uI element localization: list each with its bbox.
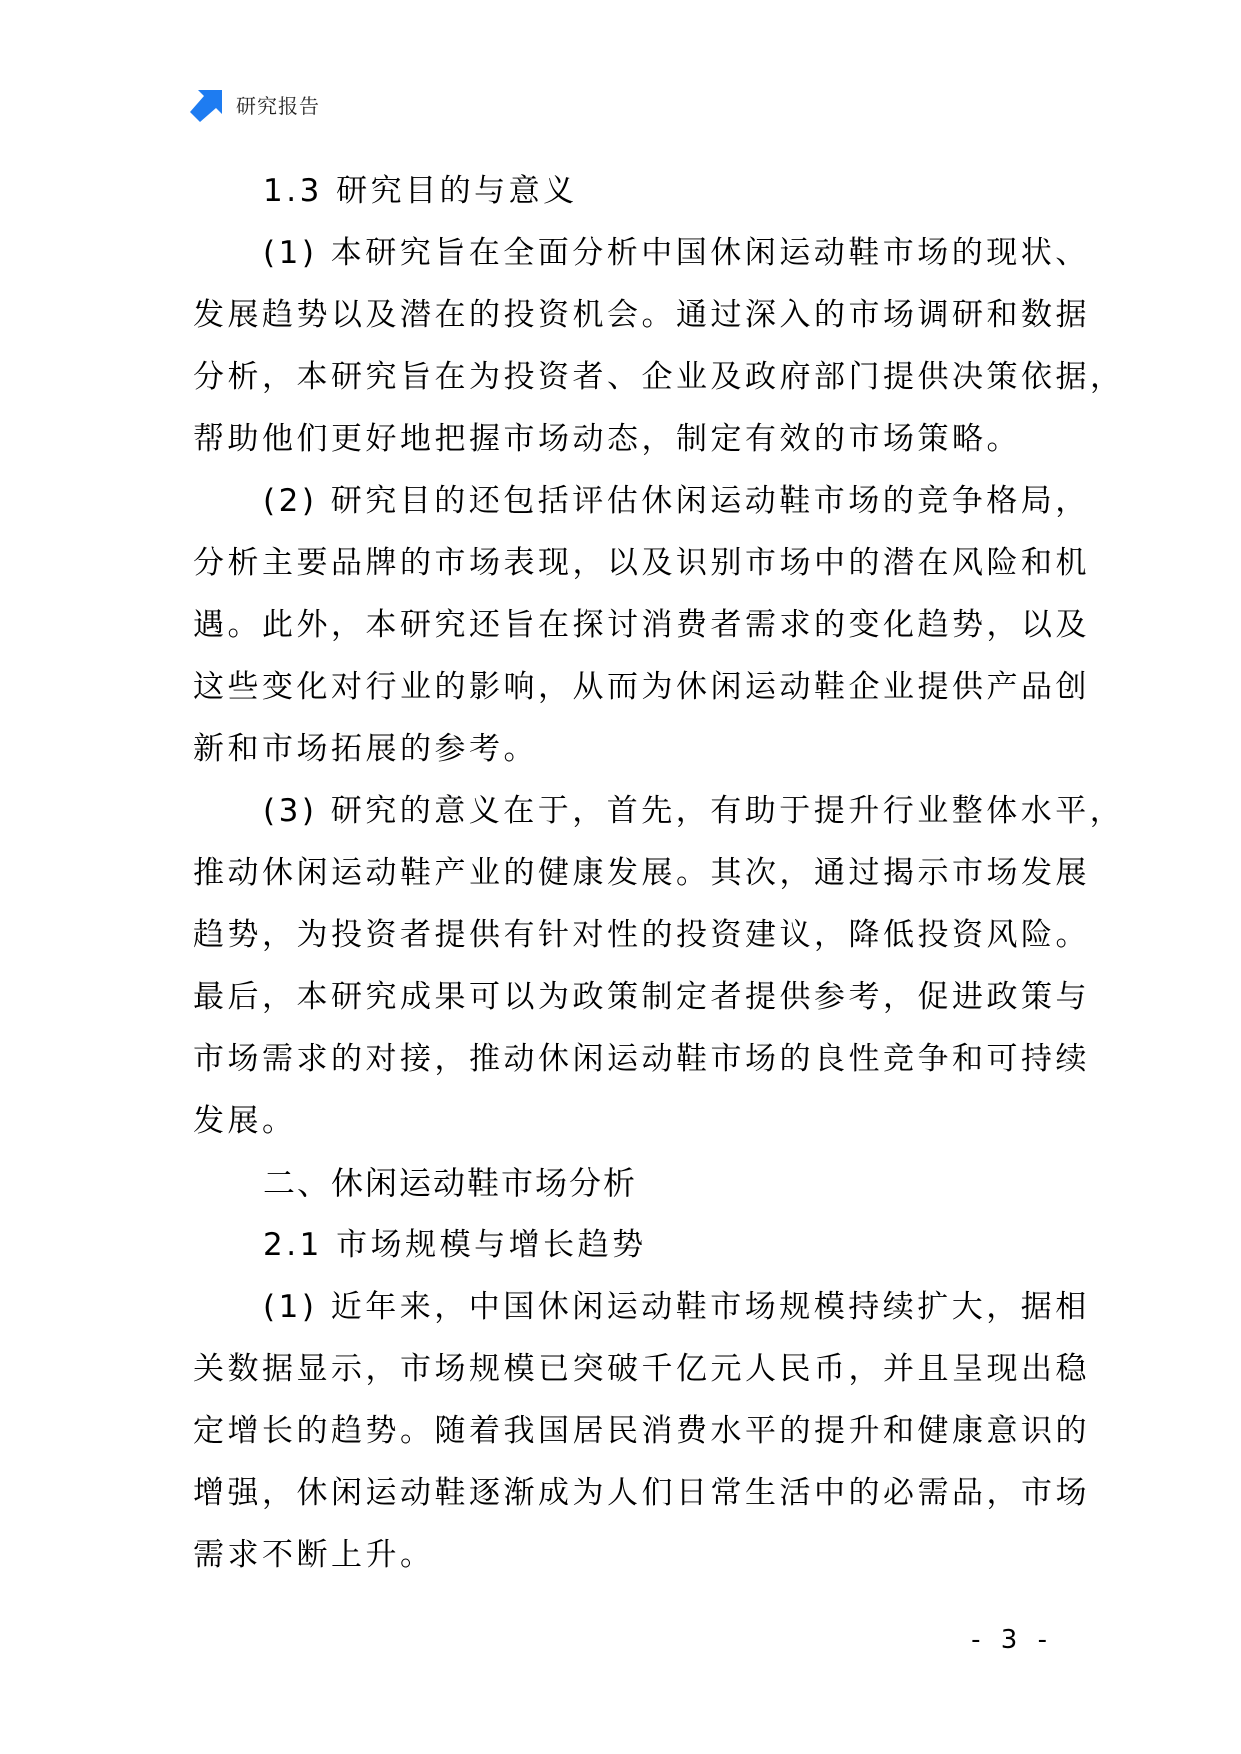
paragraph-line: 发展。 — [193, 1103, 297, 1139]
paragraph-line: 关数据显示，市场规模已突破千亿元人民币，并且呈现出稳 — [193, 1351, 1090, 1387]
header-label: 研究报告 — [236, 93, 320, 118]
document-body — [193, 160, 1125, 1586]
paragraph-line: 市场需求的对接，推动休闲运动鞋市场的良性竞争和可持续 — [193, 1041, 1090, 1077]
paragraph-line: 帮助他们更好地把握市场动态，制定有效的市场策略。 — [193, 421, 1021, 457]
paragraph-line: (1) 近年来，中国休闲运动鞋市场规模持续扩大，据相 — [263, 1289, 1090, 1325]
paragraph-line: 这些变化对行业的影响，从而为休闲运动鞋企业提供产品创 — [193, 669, 1090, 705]
paragraph-line: 发展趋势以及潜在的投资机会。通过深入的市场调研和数据 — [193, 297, 1090, 333]
paragraph-line: 推动休闲运动鞋产业的健康发展。其次，通过揭示市场发展 — [193, 855, 1090, 891]
paragraph-line: 新和市场拓展的参考。 — [193, 731, 538, 767]
paragraph-line: 需求不断上升。 — [193, 1537, 435, 1573]
paragraph-2-1-1 — [193, 1276, 1090, 1586]
paragraph-1-3-1 — [193, 222, 1125, 470]
paragraph-line: 最后，本研究成果可以为政策制定者提供参考，促进政策与 — [193, 979, 1090, 1015]
arrow-up-right-icon — [190, 86, 226, 122]
paragraph-1-3-2 — [193, 470, 1090, 780]
paragraph-line: (1) 本研究旨在全面分析中国休闲运动鞋市场的现状、 — [263, 235, 1090, 271]
paragraph-line: 定增长的趋势。随着我国居民消费水平的提升和健康意识的 — [193, 1413, 1090, 1449]
paragraph-line: 增强，休闲运动鞋逐渐成为人们日常生活中的必需品，市场 — [193, 1475, 1090, 1511]
paragraph-1-3-3 — [193, 780, 1125, 1152]
paragraph-line: 趋势，为投资者提供有针对性的投资建议，降低投资风险。 — [193, 917, 1090, 953]
section-heading-1-3: 1.3 研究目的与意义 — [263, 173, 578, 209]
paragraph-line: 分析主要品牌的市场表现，以及识别市场中的潜在风险和机 — [193, 545, 1090, 581]
paragraph-line: (2) 研究目的还包括评估休闲运动鞋市场的竞争格局， — [263, 483, 1090, 519]
paragraph-line: 遇。此外，本研究还旨在探讨消费者需求的变化趋势，以及 — [193, 607, 1090, 643]
paragraph-line: 分析，本研究旨在为投资者、企业及政府部门提供决策依据， — [193, 359, 1125, 395]
page-number: - 3 - — [971, 1625, 1053, 1655]
section-heading-2-1: 2.1 市场规模与增长趋势 — [263, 1227, 647, 1263]
page-header — [190, 86, 320, 122]
paragraph-line: (3) 研究的意义在于，首先，有助于提升行业整体水平， — [263, 793, 1125, 829]
section-heading-2: 二、休闲运动鞋市场分析 — [263, 1164, 638, 1202]
